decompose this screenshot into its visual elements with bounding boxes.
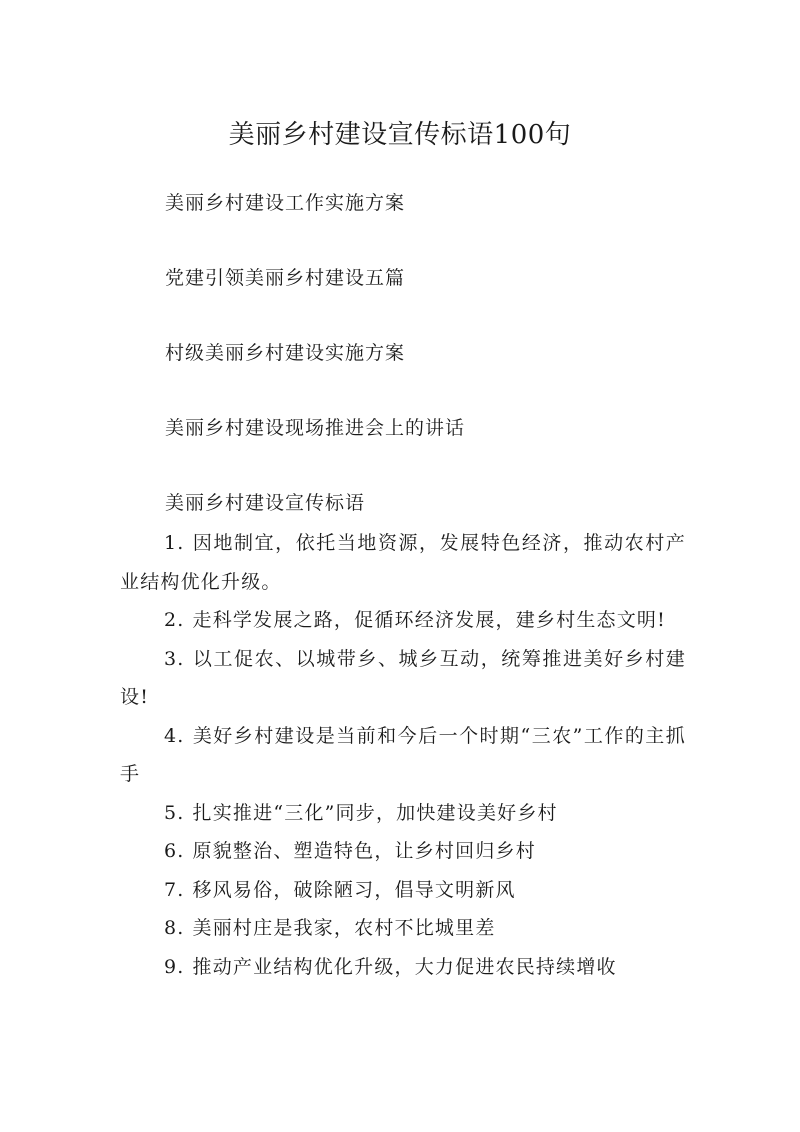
slogan-number: 8. (164, 917, 185, 939)
slogan-number: 2. (164, 609, 185, 631)
slogan-number: 7. (164, 878, 185, 901)
slogan-item (120, 601, 686, 640)
slogan-text: 以工促农、以城带乡、城乡互动，统筹推进美好乡村建设! (120, 647, 686, 708)
slogan-item (120, 871, 686, 910)
slogan-number: 3. (164, 647, 185, 670)
slogan-text: 原貌整治、塑造特色，让乡村回归乡村 (192, 840, 536, 862)
slogan-number: 9. (164, 955, 185, 978)
slogan-number: 5. (164, 801, 185, 824)
slogan-text: 美好乡村建设是当前和今后一个时期“三农”工作的主抓手 (120, 724, 686, 785)
slogan-item (120, 717, 686, 794)
slogan-number: 1. (164, 532, 185, 554)
page-title: 美丽乡村建设宣传标语100句 (228, 120, 572, 151)
slogan-item (120, 832, 686, 871)
slogan-text: 扎实推进“三化”同步，加快建设美好乡村 (192, 801, 558, 824)
related-link-1[interactable]: 美丽乡村建设工作实施方案 (165, 192, 406, 214)
slogan-text: 因地制宜，依托当地资源，发展特色经济，推动农村产业结构优化升级。 (120, 532, 686, 593)
slogan-item (120, 948, 686, 987)
related-link-2[interactable]: 党建引领美丽乡村建设五篇 (165, 267, 406, 289)
slogan-text: 移风易俗，破除陋习，倡导文明新风 (192, 878, 516, 901)
section-heading: 美丽乡村建设宣传标语 (165, 492, 366, 514)
slogan-number: 6. (164, 840, 185, 862)
slogan-text: 美丽村庄是我家，农村不比城里差 (192, 917, 496, 939)
slogan-number: 4. (164, 724, 185, 747)
slogan-text: 走科学发展之路，促循环经济发展，建乡村生态文明! (192, 609, 666, 631)
related-link-3[interactable]: 村级美丽乡村建设实施方案 (165, 342, 406, 364)
slogan-item (120, 524, 686, 601)
slogan-item (120, 794, 686, 833)
slogan-item (120, 909, 686, 948)
slogan-item (120, 640, 686, 717)
slogan-list (120, 524, 686, 986)
related-link-4[interactable]: 美丽乡村建设现场推进会上的讲话 (165, 417, 466, 439)
slogan-text: 推动产业结构优化升级，大力促进农民持续增收 (192, 955, 617, 978)
